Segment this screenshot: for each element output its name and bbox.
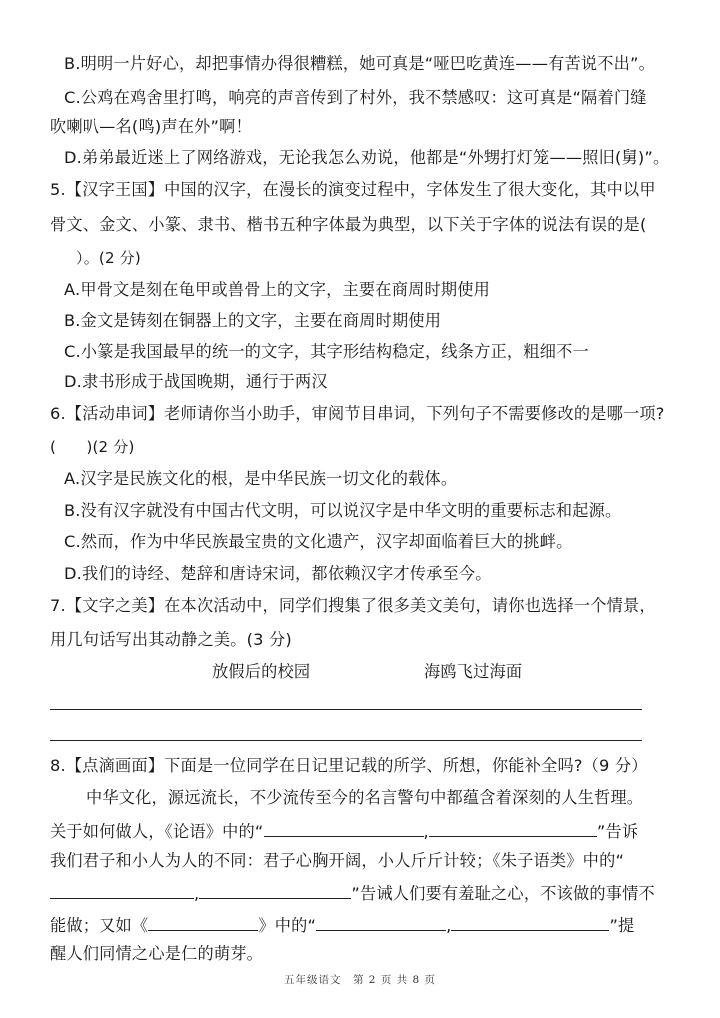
q8-text: 能做；又如《 (50, 916, 149, 935)
fill-blank[interactable] (264, 818, 424, 837)
q5-option-a: A.甲骨文是刻在龟甲或兽骨上的文字，主要在商周时期使用 (64, 280, 491, 299)
fill-blank[interactable] (451, 912, 609, 931)
fill-blank[interactable] (50, 880, 194, 899)
answer-line-1[interactable] (50, 709, 642, 710)
answer-line-2[interactable] (50, 740, 642, 741)
q8-text: ”告诉 (596, 822, 639, 841)
q8-passage-line1: 中华文化，源远流长，不少流传至今的名言警句中都蕴含着深刻的人生哲理。 (86, 788, 644, 807)
q5-option-c: C.小篆是我国最早的统一的文字，其字形结构稳定，线条方正，粗细不一 (64, 342, 589, 361)
q5-stem-line3: ）。(2 分) (76, 249, 141, 267)
page-footer: 五年级语文 第 2 页 共 8 页 (283, 974, 437, 986)
q6-stem-line2: ( )(2 分) (50, 438, 135, 456)
q6-option-d: D.我们的诗经、楚辞和唐诗宋词，都依赖汉字才传承至今。 (64, 564, 492, 583)
q6-option-a: A.汉字是民族文化的根，是中华民族一切文化的载体。 (64, 469, 458, 488)
q4-option-d: D.弟弟最近迷上了网络游戏，无论我怎么劝说，他都是“外甥打灯笼——照旧(舅)”。 (64, 148, 670, 167)
q5-option-d: D.隶书形成于战国晚期，通行于两汉 (64, 372, 328, 391)
q8-stem: 8.【点滴画面】下面是一位同学在日记里记载的所学、所想，你能补全吗?（9 分） (50, 756, 648, 775)
q8-passage-line5 (50, 912, 634, 938)
q8-text: , (194, 884, 200, 903)
q5-stem-line1: 5.【汉字王国】中国的汉字，在漫长的演变过程中，字体发生了很大变化，其中以甲 (50, 180, 656, 199)
q4-option-c-line1: C.公鸡在鸡舍里打鸣，响亮的声音传到了村外，我不禁感叹：这可真是“隔着门缝 (64, 88, 647, 107)
q8-text: , (423, 822, 429, 841)
q8-passage-line2 (50, 818, 638, 844)
q7-scene-1: 放假后的校园 (212, 662, 311, 681)
fill-blank[interactable] (316, 912, 446, 931)
q8-text: 》中的“ (258, 916, 317, 935)
fill-blank[interactable] (429, 818, 597, 837)
q7-stem-line1: 7.【文字之美】在本次活动中，同学们搜集了很多美文美句，请你也选择一个情景， (50, 596, 656, 615)
q4-option-c-line2: 吹喇叭—名(鸣)声在外”啊！ (50, 117, 252, 136)
q7-stem-line2: 用几句话写出其动静之美。(3 分) (50, 630, 292, 649)
q8-text: 关于如何做人，《论语》中的“ (50, 822, 264, 841)
q5-option-b: B.金文是铸刻在铜器上的文字，主要在商周时期使用 (64, 311, 442, 330)
q8-passage-line3: 我们君子和小人为人的不同：君子心胸开阔，小人斤斤计较；《朱子语类》中的“ (50, 851, 625, 870)
q8-text: ”告诫人们要有羞耻之心，不该做的事情不 (351, 884, 655, 903)
q6-option-b: B.没有汉字就没有中国古代文明，可以说汉字是中华文明的重要标志和起源。 (64, 501, 622, 520)
q8-passage-line4 (50, 880, 655, 906)
fill-blank[interactable] (148, 912, 258, 931)
q8-passage-line6: 醒人们同情之心是仁的萌芽。 (50, 944, 264, 963)
q8-text: ”提 (609, 916, 635, 935)
q4-option-b: B.明明一片好心，却把事情办得很糟糕，她可真是“哑巴吃黄连——有苦说不出”。 (64, 54, 655, 73)
q6-stem-line1: 6.【活动串词】老师请你当小助手，审阅节目串词，下列句子不需要修改的是哪一项? (50, 404, 665, 423)
q7-scene-2: 海鸥飞过海面 (424, 662, 523, 681)
q5-stem-line2: 骨文、金文、小篆、隶书、楷书五种字体最为典型，以下关于字体的说法有误的是( (50, 215, 647, 234)
fill-blank[interactable] (199, 880, 351, 899)
q8-text: , (446, 916, 452, 935)
q6-option-c: C.然而，作为中华民族最宝贵的文化遗产，汉字却面临着巨大的挑衅。 (64, 532, 573, 551)
